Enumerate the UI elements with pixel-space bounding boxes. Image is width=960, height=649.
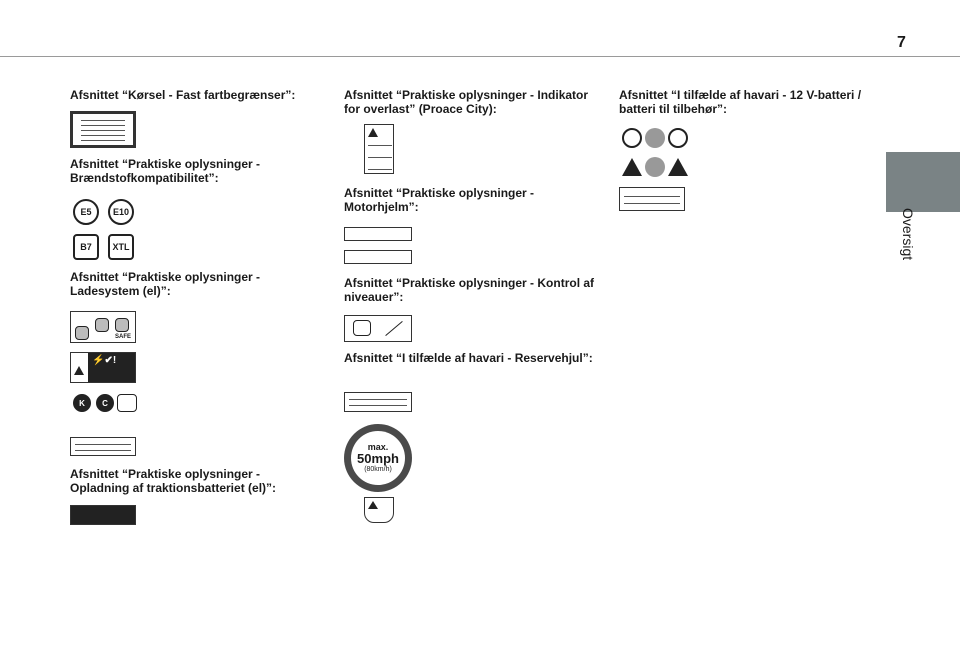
plug-icon <box>75 326 89 340</box>
explosive-warning-icon <box>622 158 642 176</box>
side-tab <box>886 152 960 212</box>
no-children-icon <box>668 128 688 148</box>
manual-icon <box>645 157 665 177</box>
overload-label-image <box>364 124 394 174</box>
car-icon <box>115 318 129 332</box>
charging-status-panel: ⚡✔! <box>88 353 135 382</box>
connector-k-icon: K <box>73 394 91 412</box>
speed-kmh-text: (80km/h) <box>364 466 392 473</box>
charging-cable-label-image <box>70 437 136 456</box>
manual-icon <box>353 320 371 336</box>
warning-icon <box>74 366 84 375</box>
tyre-pressure-label-image <box>364 497 394 523</box>
bonnet-label-image <box>344 227 412 241</box>
car-icon <box>95 318 109 332</box>
heading-spare-wheel: Afsnittet “I tilfælde af havari - Reservehjul”: <box>344 351 593 365</box>
page-number: 7 <box>897 34 906 51</box>
speed-max-text: max. <box>367 442 389 452</box>
charging-safe-label-image <box>70 311 136 343</box>
battery-label-image <box>619 187 685 211</box>
level-check-label-image <box>344 315 412 342</box>
traction-battery-label-image <box>70 505 136 525</box>
speed-limiter-label-image <box>70 111 136 148</box>
heading-level-check: Afsnittet “Praktiske oplysninger - Kontrol af niveauer”: <box>344 276 595 304</box>
no-flame-icon <box>622 128 642 148</box>
fuel-xtl-icon: XTL <box>108 234 134 260</box>
heading-fuel-compat: Afsnittet “Praktiske oplysninger - Brændstofkompatibilitet”: <box>70 157 261 185</box>
header-rule <box>0 56 960 57</box>
no-tool-icon <box>385 321 402 336</box>
heading-traction-battery: Afsnittet “Praktiske oplysninger - Opladning af traktionsbatteriet (el)”: <box>70 467 277 495</box>
manual-icon <box>117 394 137 412</box>
heading-speed-limiter: Afsnittet “Kørsel - Fast fartbegrænser”: <box>70 88 296 102</box>
fuel-b7-icon: B7 <box>73 234 99 260</box>
eye-protection-icon <box>645 128 665 148</box>
safe-text: SAFE <box>115 334 132 340</box>
charging-warning-label-image <box>70 352 136 383</box>
connector-c-icon: C <box>96 394 114 412</box>
warning-icon <box>368 501 378 509</box>
heading-12v-battery: Afsnittet “I tilfælde af havari - 12 V-batteri / batteri til tilbehør”: <box>619 88 862 116</box>
heading-overload-indicator: Afsnittet “Praktiske oplysninger - Indikator for overlast” (Proace City): <box>344 88 589 116</box>
fuel-e5-icon: E5 <box>73 199 99 225</box>
speed-limit-sign <box>344 424 412 492</box>
speed-mph-text: 50mph <box>357 451 399 466</box>
warning-icon <box>368 128 378 137</box>
side-tab-label: Oversigt <box>900 208 916 261</box>
fuel-e10-icon: E10 <box>108 199 134 225</box>
heading-bonnet: Afsnittet “Praktiske oplysninger - Motorhjelm”: <box>344 186 535 214</box>
corrosive-warning-icon <box>668 158 688 176</box>
spare-wheel-label-image <box>344 392 412 412</box>
heading-charging-system: Afsnittet “Praktiske oplysninger - Ladesystem (el)”: <box>70 270 261 298</box>
bonnet-symbols-image <box>344 250 412 264</box>
